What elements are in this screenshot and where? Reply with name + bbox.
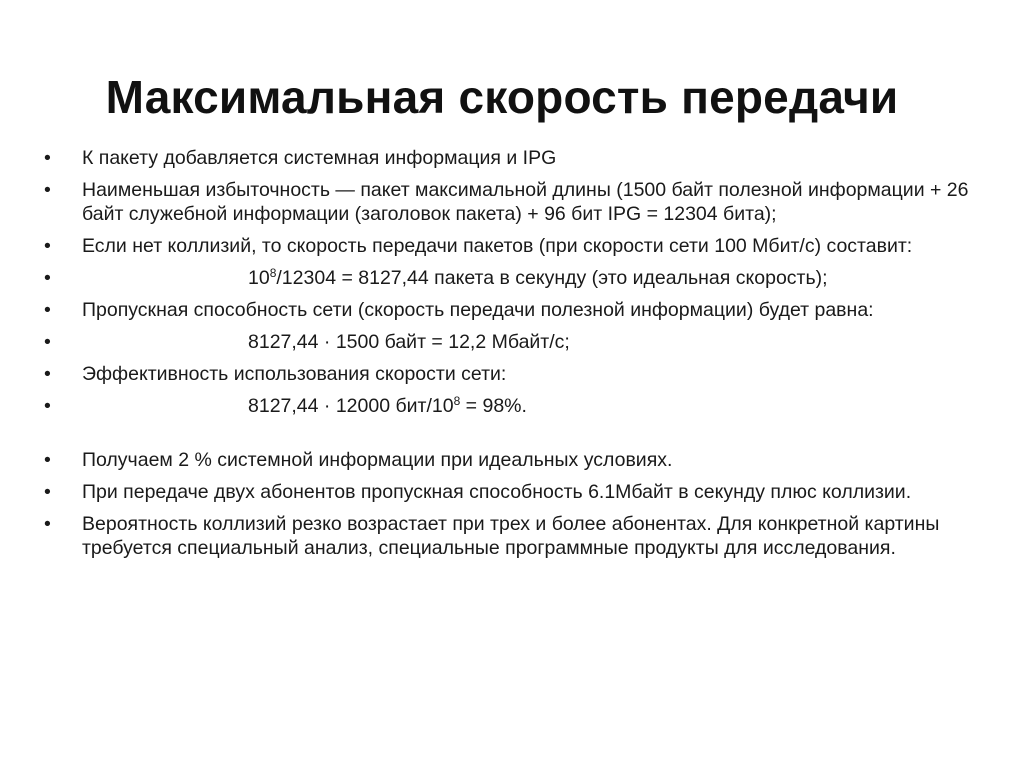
bullet-dot-icon: • — [44, 147, 51, 169]
bullet-text: Получаем 2 % системной информации при идеальных условиях. — [82, 449, 673, 471]
bullet-text: При передаче двух абонентов пропускная способность 6.1Мбайт в секунду плюс коллизии. — [82, 481, 912, 503]
bullet-text: Если нет коллизий, то скорость передачи пакетов (при скорости сети 100 Мбит/с) составит: — [82, 235, 913, 257]
bullet-item — [44, 298, 984, 322]
bullet-text: Пропускная способность сети (скорость передачи полезной информации) будет равна: — [82, 299, 874, 321]
bullet-dot-icon: • — [44, 449, 51, 471]
bullet-text: Эффективность использования скорости сети: — [82, 363, 507, 385]
bullet-dot-icon: • — [44, 235, 51, 257]
formula-post: = 98%. — [460, 395, 527, 417]
bullet-dot-icon: • — [44, 299, 51, 321]
efficiency-formula — [82, 394, 527, 418]
formula-exponent: 8 — [453, 394, 461, 408]
bullet-item — [44, 178, 984, 226]
bullet-item — [44, 234, 984, 258]
bullet-dot-icon: • — [44, 267, 51, 289]
bullet-item — [44, 146, 984, 170]
bullet-item — [44, 512, 984, 560]
bullet-dot-icon: • — [44, 513, 51, 535]
formula-pre: 8127,44 · 12000 бит/10 — [248, 395, 454, 417]
slide-title: Максимальная скорость передачи — [105, 70, 899, 123]
bullet-item — [44, 448, 984, 472]
bullet-item — [44, 362, 984, 386]
bullet-dot-icon: • — [44, 395, 51, 417]
bullet-text: К пакету добавляется системная информация и IPG — [82, 147, 557, 169]
bullet-dot-icon: • — [44, 179, 51, 201]
bullet-item-formula — [44, 266, 984, 290]
bullet-dot-icon: • — [44, 363, 51, 385]
bullet-text: Наименьшая избыточность — пакет максимальной длины (1500 байт полезной информации + 26 байт служебной информации (заголовок пакета) + 96 бит IPG = 12304 бита); — [82, 179, 969, 225]
bullet-text: Вероятность коллизий резко возрастает при трех и более абонентах. Для конкретной картины требуется специальный анализ, специальные программные продукты для исследования. — [82, 513, 940, 559]
bullet-item — [44, 480, 984, 504]
throughput-formula: 8127,44 · 1500 байт = 12,2 Мбайт/с; — [248, 331, 570, 353]
bullet-dot-icon: • — [44, 481, 51, 503]
formula-rest: /12304 = 8127,44 пакета в секунду (это идеальная скорость); — [276, 267, 828, 289]
bullet-dot-icon: • — [44, 331, 51, 353]
bullet-item-formula — [44, 330, 984, 354]
formula-base: 10 — [248, 267, 270, 289]
bullet-list — [44, 146, 984, 568]
bullet-item-formula — [44, 394, 984, 418]
packet-rate-formula — [82, 266, 828, 290]
formula-exponent: 8 — [269, 266, 277, 280]
